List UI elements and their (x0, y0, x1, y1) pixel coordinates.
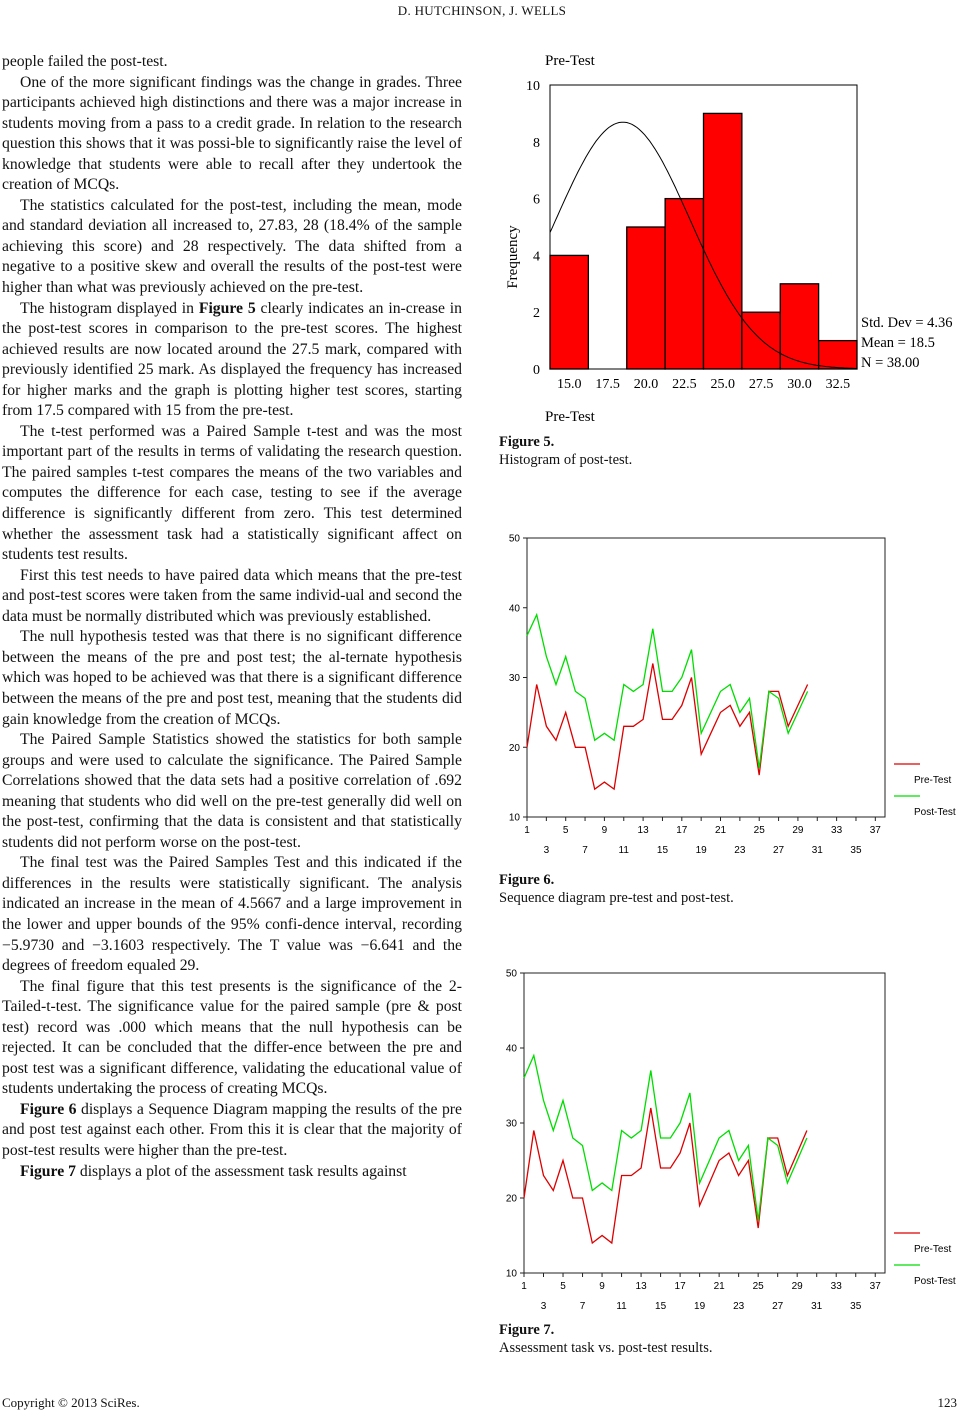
x-tick-label: 22.5 (672, 377, 697, 392)
x-tick-label: 21 (713, 1281, 725, 1292)
x-tick-label: 9 (601, 825, 608, 836)
figure-5-label: Figure 5. (499, 434, 555, 450)
x-tick-label: 5 (562, 825, 569, 836)
paragraph-text: The histogram displayed in (20, 299, 199, 317)
y-tick-label: 10 (508, 812, 520, 824)
legend-label: Pre-Test (914, 1244, 952, 1255)
body-paragraph: people failed the post-test. (2, 53, 168, 70)
y-tick-label: 50 (508, 533, 520, 545)
x-tick-label: 21 (714, 825, 727, 836)
x-tick-label: 20.0 (633, 377, 659, 392)
series-line-post-test (527, 615, 808, 769)
legend-label: Post-Test (914, 807, 956, 818)
body-paragraph: The t-test performed was a Paired Sample t-test and was the most important part of the results in terms of validating the research question. The paired samples t-test compares the means of the two variables and computes the difference for each case, testing to see if the average difference is significantly different from zero. This test determined whether the assessment task had a statistically significant affect on students test results. (2, 422, 462, 564)
figure-6-label: Figure 6. (499, 872, 555, 888)
x-tick-label: 13 (637, 825, 649, 836)
y-tick-label: 0 (533, 363, 540, 378)
paragraph-text: displays a plot of the assessment task results against (75, 1162, 407, 1180)
figure-7-caption-text: Assessment task vs. post-test results. (499, 1340, 713, 1356)
copyright-notice: Copyright © 2013 SciRes. (2, 1395, 140, 1410)
x-tick-label: 1 (521, 1281, 527, 1292)
figure-reference: Figure 5 (198, 299, 256, 317)
figure-6-caption (499, 871, 734, 907)
y-tick-label: 40 (505, 1043, 517, 1055)
x-tick-label: 13 (635, 1281, 647, 1292)
y-tick-label: 20 (508, 742, 520, 754)
x-tick-label: 15 (656, 845, 669, 856)
stat-annotation: Mean = 18.5 (861, 335, 935, 351)
x-tick-label: 27.5 (748, 377, 774, 392)
y-tick-label: 50 (505, 968, 517, 980)
x-tick-label: 1 (524, 825, 530, 836)
series-line-pre-test (524, 1108, 807, 1243)
y-tick-label: 40 (508, 603, 520, 615)
figure-reference: Figure 6 (20, 1100, 77, 1118)
y-axis-label: Frequency (505, 225, 521, 289)
figure-5-caption (499, 433, 632, 469)
body-paragraph: One of the more significant findings was the change in grades. Three participants achieved high distinctions and there was a major increase in students moving from a pass to a credit grade. In relation to the research question this shows that it was possi-ble to significantly raise the level of knowledge that students were able to recall after they undertook the creation of MCQs. (2, 73, 462, 194)
y-tick-label: 2 (533, 306, 540, 322)
body-paragraph (2, 1162, 462, 1183)
sequence-chart-assessment-post (480, 923, 964, 1313)
chart-title: Pre-Test (545, 53, 595, 69)
x-tick-label: 30.0 (787, 377, 812, 392)
figure-7-label: Figure 7. (499, 1322, 555, 1338)
y-tick-label: 4 (533, 249, 540, 265)
x-tick-label: 32.5 (825, 377, 851, 392)
plot-frame (527, 538, 885, 817)
x-tick-label: 9 (599, 1281, 605, 1292)
x-tick-label: 35 (850, 1301, 862, 1312)
x-tick-label: 33 (830, 1281, 842, 1292)
x-tick-label: 5 (560, 1281, 566, 1292)
x-tick-label: 7 (582, 845, 588, 856)
y-tick-label: 10 (526, 79, 540, 94)
figure-6-caption-text: Sequence diagram pre-test and post-test. (499, 890, 734, 906)
y-tick-label: 8 (533, 135, 540, 151)
y-tick-label: 10 (505, 1268, 517, 1280)
x-tick-label: 27 (772, 1301, 784, 1312)
x-tick-label: 19 (695, 845, 707, 856)
x-tick-label: 29 (792, 825, 804, 836)
histogram-bar (742, 312, 780, 369)
y-tick-label: 30 (508, 673, 520, 684)
x-tick-label: 37 (869, 1281, 881, 1292)
x-tick-label: 3 (543, 845, 550, 856)
stat-annotation: Std. Dev = 4.36 (861, 315, 953, 331)
y-tick-label: 6 (533, 192, 540, 208)
y-tick-label: 30 (505, 1118, 517, 1130)
x-tick-label: 23 (734, 845, 746, 856)
x-axis-label: Pre-Test (545, 409, 595, 425)
figures-column (480, 40, 964, 1370)
paragraph-text: displays a Sequence Diagram mapping the results of the pre and post test against each other. From this it is clear that the majority of post-test results were higher than the pre-test. (2, 1100, 462, 1159)
x-tick-label: 15 (655, 1301, 667, 1312)
x-tick-label: 17.5 (595, 377, 620, 392)
x-tick-label: 31 (811, 1301, 823, 1312)
x-tick-label: 35 (850, 845, 862, 856)
x-tick-label: 25.0 (710, 377, 735, 392)
figure-7 (480, 923, 964, 1318)
figure-reference: Figure 7 (20, 1162, 76, 1180)
running-header (0, 0, 964, 24)
series-line-post-test (524, 1056, 807, 1221)
x-tick-label: 17 (674, 1281, 686, 1292)
header-authors: D. HUTCHINSON, J. WELLS (397, 3, 567, 18)
x-tick-label: 11 (618, 845, 629, 856)
figure-6 (480, 488, 964, 868)
x-tick-label: 19 (694, 1301, 706, 1312)
plot-frame (524, 973, 885, 1273)
sequence-chart-pre-post (480, 488, 964, 863)
histogram-bar (627, 227, 665, 369)
body-paragraph (2, 1100, 462, 1162)
x-tick-label: 31 (811, 845, 823, 856)
stat-annotation: N = 38.00 (861, 355, 920, 371)
body-paragraph: First this test needs to have paired data which means that the pre-test and post-test scores were taken from the same individ-ual and second the data must be normally distributed which was previously established. (2, 566, 462, 625)
y-tick-label: 20 (505, 1193, 517, 1205)
body-paragraph: The Paired Sample Statistics showed the statistics for both sample groups and were used to calculate the significance. The Paired Sample Correlations showed that the data sets had a positive correlation of .692 meaning that students who did well on the pre-test generally did well on the post-test, confirming that the data is consistent and that statistically students did not perform worse on the post-test. (2, 731, 462, 851)
histogram-bar (704, 113, 742, 369)
x-tick-label: 23 (733, 1301, 745, 1312)
body-paragraph: The final test was the Paired Samples Test and this indicated if the differences in the results were statistically significant. The analysis indicated an increase in the mean of 4.5667 and a large improvement in the lower and upper bounds of the 95% confi-dence interval, recording −5.9730 and −3.1603 respectively. The T value was −6.641 and the degrees of freedom equaled 29. (2, 854, 462, 975)
figure-5 (480, 40, 964, 435)
histogram-chart (480, 40, 964, 430)
paragraph-text: clearly indicates an in-crease in the post-test scores in comparison to the pre-test scores. The highest achieved results are now located around the 27.5 mark, compared with previously identified 25 mark. As displayed the frequency has increased for higher marks and the graph is plotting higher test scores, starting from 17.5 compared with 15 from the pre-test. (2, 299, 462, 420)
x-tick-label: 29 (791, 1281, 803, 1292)
figure-7-caption (499, 1321, 712, 1357)
body-text-column (2, 52, 462, 1182)
x-tick-label: 15.0 (556, 377, 582, 392)
histogram-bar (665, 199, 703, 369)
x-tick-label: 25 (752, 1281, 764, 1292)
x-tick-label: 37 (869, 825, 881, 836)
x-tick-label: 3 (540, 1301, 547, 1312)
x-tick-label: 27 (773, 845, 785, 856)
x-tick-label: 7 (579, 1301, 586, 1312)
body-paragraph (2, 299, 462, 422)
x-tick-label: 17 (676, 825, 688, 836)
legend-label: Pre-Test (914, 775, 952, 786)
histogram-bar (550, 255, 588, 369)
x-tick-label: 11 (616, 1301, 627, 1312)
series-line-pre-test (527, 664, 808, 790)
histogram-bar (819, 341, 857, 369)
figure-5-caption-text: Histogram of post-test. (499, 452, 633, 468)
x-tick-label: 33 (831, 825, 843, 836)
legend-label: Post-Test (914, 1276, 956, 1287)
page-number: 123 (937, 1395, 957, 1410)
body-paragraph: The null hypothesis tested was that there is no significant difference between the means of the pre and post test; the al-ternate hypothesis which was hoped to be achieved was that there is a significant difference between the means of the pre and post test, meaning that the students did gain knowledge from the creation of MCQs. (2, 628, 462, 728)
x-tick-label: 25 (753, 825, 765, 836)
body-paragraph: The statistics calculated for the post-test, including the mean, mode and standard deviation all increased to, 27.83, 28 (18.4% of the sample achieving this score) and 28 respectively. The data shifted from a negative to a positive skew and overall the results of the post-test were higher than what was previously achieved on the pre-test. (2, 196, 462, 297)
body-paragraph: The final figure that this test presents is the significance of the 2-Tailed-t-test. The significance value for the paired sample (pre & post test) record was .000 which means that the null hypothesis can be rejected. It can be concluded that the differ-ence between the pre and post test was a significant difference, validating the educational value of students undertaking the process of creating MCQs. (2, 977, 462, 1098)
